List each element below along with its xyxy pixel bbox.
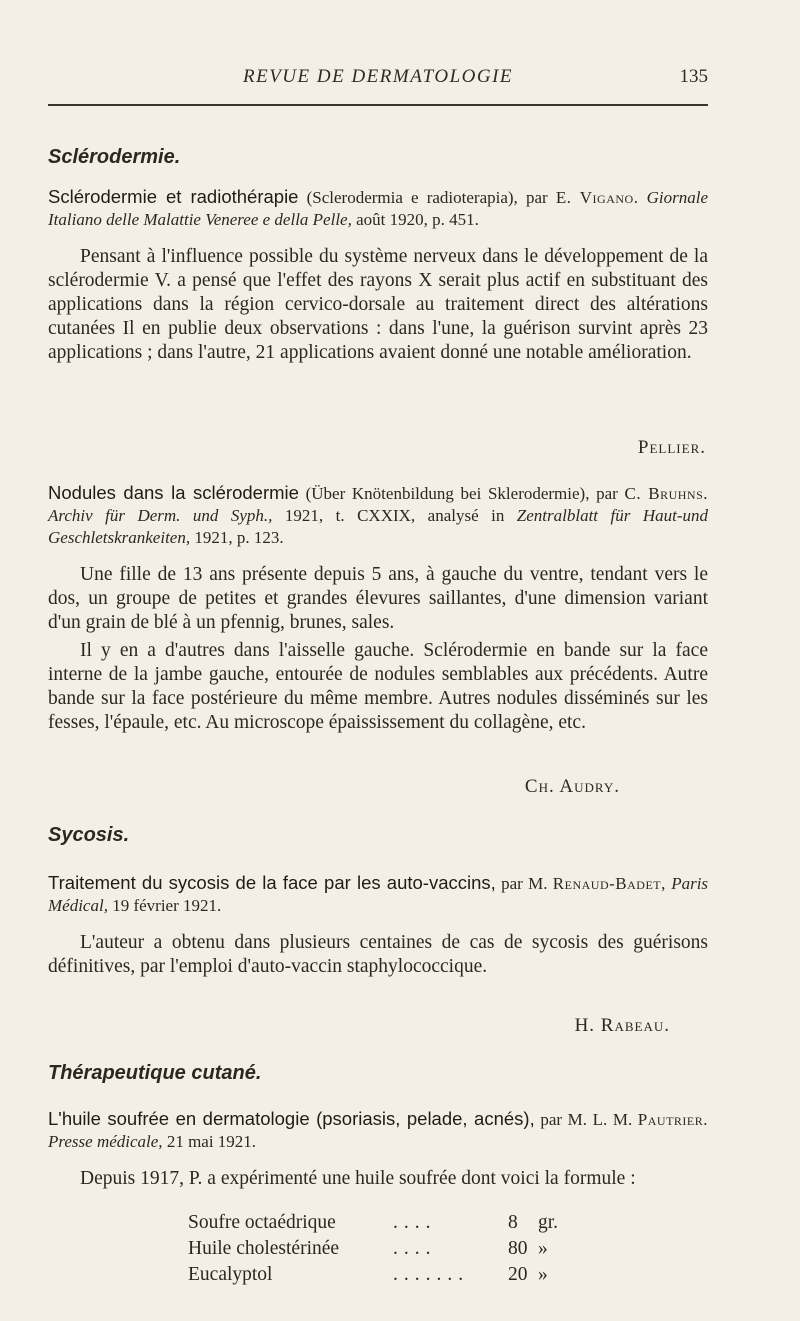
article-author: Pautrier. xyxy=(637,1110,708,1129)
article-title: Sclérodermie et radiothérapie xyxy=(48,186,299,207)
article-scleroderma-radiotherapy xyxy=(48,186,708,365)
ingredient-unit: gr. xyxy=(538,1212,559,1233)
article-citation xyxy=(48,482,708,549)
article-title: Nodules dans la sclérodermie xyxy=(48,482,299,503)
formula-row xyxy=(188,1236,608,1262)
page-number: 135 xyxy=(679,66,708,87)
article-source-2: Zentralblatt für Haut-und Geschletskrankeiten, xyxy=(48,506,708,547)
running-header xyxy=(48,66,708,92)
ingredient-name: Soufre octaédrique xyxy=(188,1212,336,1233)
article-citation xyxy=(48,186,708,231)
section-heading-sycosis: Sycosis. xyxy=(48,824,130,846)
leader-dots: ....... xyxy=(393,1264,470,1285)
article-source: Giornale Italiano delle Malattie Veneree e della Pelle, xyxy=(48,188,708,229)
signature-rabeau: H. Rabeau. xyxy=(574,1015,670,1036)
article-sulfur-oil xyxy=(48,1108,708,1191)
article-nodules-scleroderma xyxy=(48,482,708,735)
article-author: C. Bruhns. xyxy=(624,484,708,503)
article-date: 21 mai 1921. xyxy=(162,1132,257,1151)
ingredient-quantity: 8 xyxy=(508,1212,518,1233)
header-rule xyxy=(48,104,708,106)
leader-dots: .... xyxy=(393,1238,437,1259)
article-date: 19 février 1921. xyxy=(107,896,222,915)
signature-pellier: Pellier. xyxy=(637,437,706,458)
article-source: Presse médicale, xyxy=(48,1132,163,1151)
article-subtitle: (Über Knötenbildung bei Sklerodermie), par xyxy=(298,484,618,503)
article-title: L'huile soufrée en dermatologie (psoriasis, pelade, acnés), xyxy=(48,1108,535,1129)
formula-row xyxy=(188,1210,608,1236)
leader-dots: .... xyxy=(393,1212,437,1233)
formula-row xyxy=(188,1262,608,1288)
ingredient-quantity: 20 xyxy=(508,1264,528,1285)
section-heading-scleroderma: Sclérodermie. xyxy=(48,146,181,168)
article-source: Paris Médical, xyxy=(48,874,709,915)
section-heading-therapeutics: Thérapeutique cutané. xyxy=(48,1062,262,1084)
article-citation xyxy=(48,1108,708,1153)
article-source: Archiv für Derm. und Syph., xyxy=(48,506,273,525)
article-subtitle: par M. xyxy=(495,874,553,893)
article-body: Pensant à l'influence possible du système nerveux dans le développement de la sclérodermie V. a pensé que l'effet des rayons X serait plus actif en substituant des applications dans la région cervico-dorsale au traitement direct des altérations cutanées Il en publie deux observations : dans l'une, la guérison survint après 23 applications ; dans l'autre, 21 applications avaient donné une notable amélioration. xyxy=(48,246,708,363)
article-author: Renaud-Badet, xyxy=(552,874,666,893)
article-citation xyxy=(48,872,708,917)
ingredient-name: Huile cholestérinée xyxy=(188,1238,340,1259)
article-body: Depuis 1917, P. a expérimenté une huile soufrée dont voici la formule : xyxy=(80,1168,636,1189)
article-date: août 1920, p. 451. xyxy=(351,210,479,229)
article-subtitle: par M. L. M. xyxy=(534,1110,638,1129)
ingredient-quantity: 80 xyxy=(508,1238,528,1259)
article-title: Traitement du sycosis de la face par les auto-vaccins, xyxy=(48,872,496,893)
article-author: E. Vigano. xyxy=(555,188,639,207)
article-paragraph-1: Une fille de 13 ans présente depuis 5 ans, à gauche du ventre, tendant vers le dos, un groupe de petites et grandes élevures saillantes, d'une dimension variant d'un grain de blé à un pfennig, brunes, sales. xyxy=(48,564,708,633)
formula-table xyxy=(188,1210,608,1288)
article-paragraph-2: Il y en a d'autres dans l'aisselle gauche. Sclérodermie en bande sur la face interne de la jambe gauche, entourée de nodules semblables aux précédents. Autre bande sur la face postérieure du même membre. Autres nodules disséminés sur les fesses, l'épaule, etc. Au microscope épaississement du collagène, etc. xyxy=(48,640,708,733)
journal-title: REVUE DE DERMATOLOGIE xyxy=(242,66,514,87)
ingredient-unit: » xyxy=(538,1264,548,1285)
ingredient-name: Eucalyptol xyxy=(188,1264,273,1285)
article-date: 1921, p. 123. xyxy=(190,528,284,547)
signature-audry: Ch. Audry. xyxy=(524,776,620,797)
article-sycosis-autovaccins xyxy=(48,872,708,979)
article-mid: 1921, t. CXXIX, analysé in xyxy=(272,506,517,525)
article-subtitle: (Sclerodermia e radioterapia), par xyxy=(298,188,548,207)
ingredient-unit: » xyxy=(538,1238,548,1259)
article-body: L'auteur a obtenu dans plusieurs centaines de cas de sycosis des guérisons définitives, par l'emploi d'auto-vaccin staphylococcique. xyxy=(48,932,708,977)
